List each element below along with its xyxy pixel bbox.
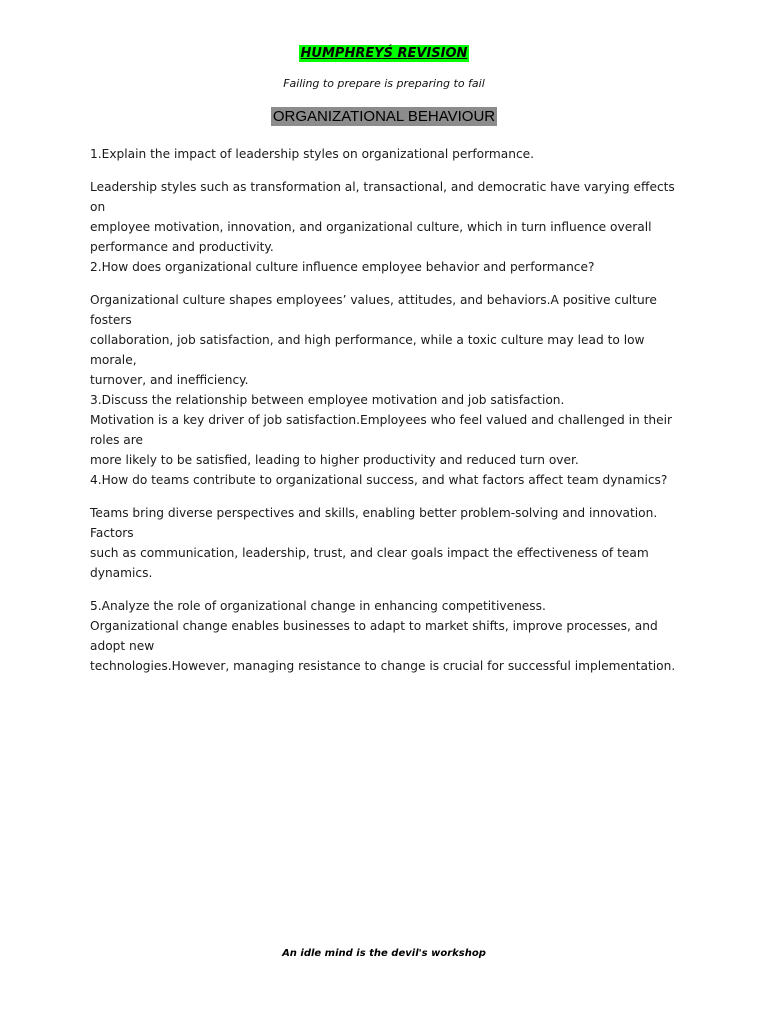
paragraph-gap xyxy=(90,277,682,290)
answer-5-line-2: technologies.However, managing resistance to change is crucial for successful implementation. xyxy=(90,659,676,673)
answer-2-line-1: Organizational culture shapes employees’ values, attitudes, and behaviors.A positive culture fosters xyxy=(90,293,657,327)
document-footer: An idle mind is the devil's workshop xyxy=(282,948,486,959)
answer-3-line-2: more likely to be satisfied, leading to higher productivity and reduced turn over. xyxy=(90,453,579,467)
subject-heading-text: ORGANIZATIONAL BEHAVIOUR xyxy=(272,108,496,125)
document-title xyxy=(0,44,768,62)
question-4: 4.How do teams contribute to organizational success, and what factors affect team dynamics? xyxy=(90,473,668,487)
paragraph-gap xyxy=(90,583,682,596)
answer-4-line-2: such as communication, leadership, trust, and clear goals impact the effectiveness of team dynamics. xyxy=(90,546,649,580)
question-5: 5.Analyze the role of organizational change in enhancing competitiveness. xyxy=(90,599,546,613)
paragraph-gap xyxy=(90,164,682,177)
answer-1-line-2: employee motivation, innovation, and organizational culture, which in turn influence overall xyxy=(90,220,652,234)
subject-heading xyxy=(0,108,768,126)
question-2: 2.How does organizational culture influence employee behavior and performance? xyxy=(90,260,595,274)
answer-5-line-1: Organizational change enables businesses to adapt to market shifts, improve processes, and adopt new xyxy=(90,619,658,653)
paragraph-gap xyxy=(90,490,682,503)
question-1: 1.Explain the impact of leadership styles on organizational performance. xyxy=(90,147,535,161)
answer-2-line-3: turnover, and inefficiency. xyxy=(90,373,249,387)
document-motto: Failing to prepare is preparing to fail xyxy=(283,77,485,90)
answer-3-line-1: Motivation is a key driver of job satisfaction.Employees who feel valued and challenged in their roles are xyxy=(90,413,672,447)
answer-4-line-1: Teams bring diverse perspectives and skills, enabling better problem-solving and innovation. Factors xyxy=(90,506,658,540)
document-title-text: HUMPHREYŚ REVISION xyxy=(300,46,468,61)
answer-1-line-1: Leadership styles such as transformation al, transactional, and democratic have varying effects on xyxy=(90,180,675,214)
answer-1-line-3: performance and productivity. xyxy=(90,240,274,254)
qa-content xyxy=(90,144,682,676)
answer-2-line-2: collaboration, job satisfaction, and high performance, while a toxic culture may lead to low morale, xyxy=(90,333,645,367)
question-3: 3.Discuss the relationship between employee motivation and job satisfaction. xyxy=(90,393,565,407)
